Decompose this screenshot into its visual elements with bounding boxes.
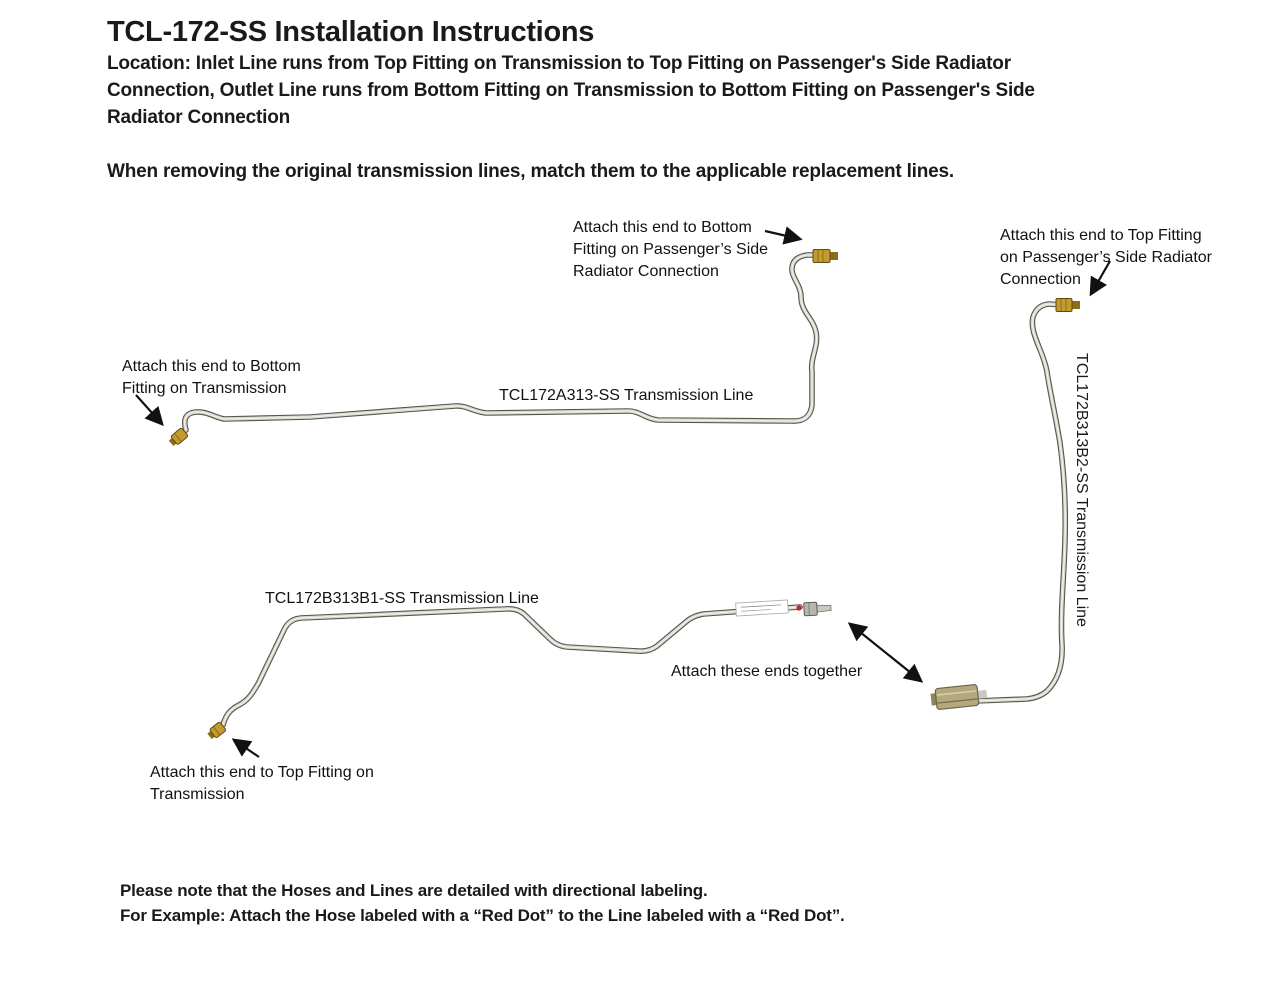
label-line-b1: TCL172B313B1-SS Transmission Line [265, 590, 539, 607]
label-line-a: TCL172A313-SS Transmission Line [499, 387, 754, 404]
page-title: TCL-172-SS Installation Instructions [107, 16, 595, 48]
label-line-b2: TCL172B313B2-SS Transmission Line [1073, 353, 1090, 627]
removal-instruction: When removing the original transmission lines, match them to the applicable replacement lines. [107, 161, 954, 182]
label-attach-bottom-radiator: Attach this end to Bottom Fitting on Passenger’s Side Radiator Connection [573, 219, 769, 280]
line-b2-top-fitting [1056, 299, 1080, 312]
line-b1-right-fitting [804, 601, 832, 615]
line-b2-bottom-coupler [930, 683, 988, 710]
label-attach-bottom-transmission: Attach this end to Bottom Fitting on Transmission [122, 358, 301, 397]
red-dot-marker [796, 605, 801, 610]
directional-labeling-note: Please note that the Hoses and Lines are detailed with directional labeling. [120, 881, 708, 900]
red-dot-example-note: For Example: Attach the Hose labeled with a “Red Dot” to the Line labeled with a “Red Dot”. [120, 906, 845, 925]
label-attach-top-transmission: Attach this end to Top Fitting on Transmission [150, 764, 374, 803]
arrow-to-line-b1-left-fitting [234, 740, 259, 757]
location-description: Location: Inlet Line runs from Top Fitting on Transmission to Top Fitting on Passenger's Side Radiator Connection, Outlet Line runs from Bottom Fitting on Transmission to Bottom Fitting on Passenger's Side Radiator Connection [107, 53, 1035, 128]
line-b1-direction-tag [736, 600, 789, 616]
line-a-top-fitting [813, 250, 838, 263]
label-attach-ends-together: Attach these ends together [671, 663, 863, 680]
line-b2-tube [976, 304, 1065, 701]
label-attach-top-radiator: Attach this end to Top Fitting on Passenger’s Side Radiator Connection [1000, 227, 1212, 288]
